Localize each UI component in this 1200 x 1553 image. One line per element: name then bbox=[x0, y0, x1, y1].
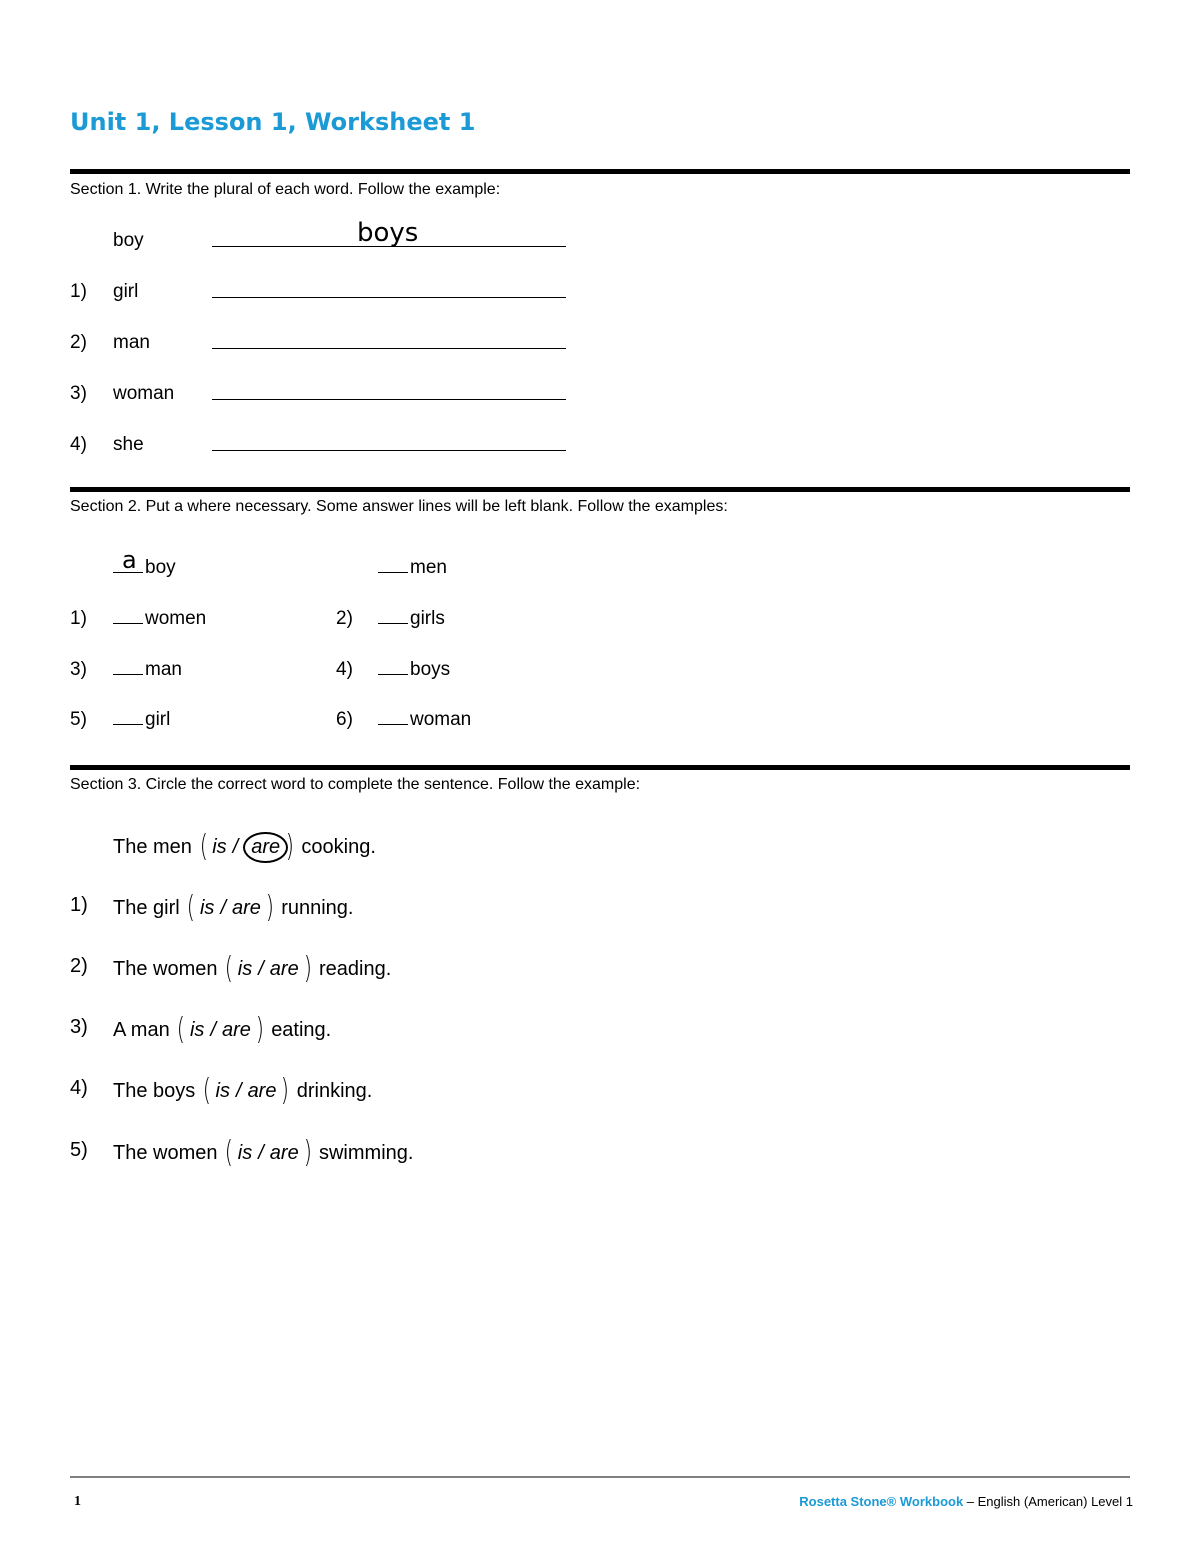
item-word: woman bbox=[410, 709, 472, 730]
list-item bbox=[378, 710, 471, 729]
answer-blank[interactable] bbox=[378, 558, 408, 573]
list-item bbox=[113, 660, 182, 679]
open-paren: ( bbox=[224, 1135, 234, 1170]
sentence-rest: cooking. bbox=[301, 836, 376, 858]
open-paren: ( bbox=[199, 829, 208, 864]
option-separator: / bbox=[236, 1080, 242, 1102]
option-are[interactable]: are bbox=[269, 1142, 299, 1164]
item-word: she bbox=[113, 434, 144, 455]
option-separator: / bbox=[258, 958, 264, 980]
answer-line[interactable] bbox=[212, 246, 566, 247]
item-number: 5) bbox=[70, 709, 87, 730]
item-number: 1) bbox=[70, 608, 87, 629]
footer-divider bbox=[70, 1476, 1130, 1478]
option-are[interactable]: are bbox=[232, 897, 261, 919]
section3-example-sentence bbox=[113, 829, 376, 864]
sentence-rest: swimming. bbox=[318, 1142, 414, 1164]
sentence-subject: The girl bbox=[113, 897, 180, 919]
section-divider bbox=[70, 487, 1130, 492]
list-item bbox=[378, 609, 445, 628]
item-word: women bbox=[145, 608, 207, 629]
open-paren: ( bbox=[224, 951, 234, 986]
option-are[interactable]: are bbox=[247, 1080, 277, 1102]
answer-blank[interactable] bbox=[113, 710, 143, 725]
item-number: 3) bbox=[70, 1016, 88, 1038]
item-number: 5) bbox=[70, 1139, 88, 1161]
sentence-rest: eating. bbox=[271, 1019, 332, 1041]
sentence bbox=[113, 890, 353, 925]
item-word: man bbox=[113, 332, 150, 353]
option-are[interactable]: are bbox=[222, 1019, 251, 1041]
close-paren: ) bbox=[281, 1073, 290, 1108]
option-is[interactable]: is bbox=[215, 1080, 230, 1102]
item-number: 2) bbox=[336, 608, 353, 629]
open-paren: ( bbox=[202, 1073, 211, 1108]
list-item bbox=[378, 660, 450, 679]
item-number: 2) bbox=[70, 332, 87, 353]
option-separator: / bbox=[220, 897, 226, 919]
option-is[interactable]: is bbox=[212, 836, 227, 858]
item-word: girl bbox=[145, 709, 171, 730]
footer-details: – English (American) Level 1 bbox=[963, 1494, 1133, 1509]
item-number: 4) bbox=[336, 659, 353, 680]
sentence-rest: reading. bbox=[318, 958, 392, 980]
answer-line[interactable] bbox=[212, 348, 566, 349]
option-is[interactable]: is bbox=[199, 897, 215, 919]
list-item bbox=[113, 609, 206, 628]
list-item bbox=[70, 660, 87, 679]
section-divider bbox=[70, 169, 1130, 174]
close-paren: ) bbox=[255, 1012, 264, 1047]
section-divider bbox=[70, 765, 1130, 770]
section1-instruction: Section 1. Write the plural of each word. Follow the example: bbox=[70, 181, 501, 198]
list-item bbox=[336, 660, 353, 679]
sentence bbox=[113, 951, 391, 986]
sentence-rest: drinking. bbox=[296, 1080, 373, 1102]
close-paren: ) bbox=[303, 951, 312, 986]
footer-brand: Rosetta Stone® Workbook bbox=[799, 1494, 964, 1509]
page-title: Unit 1, Lesson 1, Worksheet 1 bbox=[70, 108, 476, 136]
answer-line[interactable] bbox=[212, 450, 566, 451]
item-number: 3) bbox=[70, 383, 87, 404]
option-is[interactable]: is bbox=[237, 1142, 253, 1164]
close-paren: ) bbox=[303, 1135, 312, 1170]
open-paren: ( bbox=[187, 890, 196, 925]
answer-blank[interactable] bbox=[378, 609, 408, 624]
answer-blank[interactable] bbox=[113, 660, 143, 675]
sentence-subject: The boys bbox=[113, 1080, 196, 1102]
option-separator: / bbox=[232, 836, 239, 858]
page-number: 1 bbox=[74, 1494, 81, 1509]
item-number: 4) bbox=[70, 1077, 88, 1099]
sentence-subject: A man bbox=[113, 1019, 170, 1041]
option-separator: / bbox=[258, 1142, 264, 1164]
list-item bbox=[336, 609, 353, 628]
sentence bbox=[113, 1073, 372, 1108]
sentence-subject: The men bbox=[113, 836, 192, 858]
list-item bbox=[336, 710, 353, 729]
answer-blank[interactable] bbox=[378, 660, 408, 675]
item-number: 3) bbox=[70, 659, 87, 680]
item-number: 2) bbox=[70, 955, 88, 977]
option-is[interactable]: is bbox=[189, 1019, 205, 1041]
option-separator: / bbox=[210, 1019, 216, 1041]
example-answer: a bbox=[122, 546, 137, 574]
item-word: boys bbox=[410, 659, 451, 680]
item-word: girls bbox=[410, 608, 445, 629]
close-paren: ) bbox=[285, 829, 295, 864]
close-paren: ) bbox=[265, 890, 274, 925]
section3-instruction: Section 3. Circle the correct word to complete the sentence. Follow the example: bbox=[70, 776, 641, 793]
sentence-rest: running. bbox=[281, 897, 354, 919]
option-are-circled[interactable]: are bbox=[243, 832, 288, 863]
answer-line[interactable] bbox=[212, 297, 566, 298]
item-number: 6) bbox=[336, 709, 353, 730]
example-answer: boys bbox=[357, 218, 419, 248]
option-are[interactable]: are bbox=[269, 958, 299, 980]
item-word: man bbox=[145, 659, 182, 680]
sentence bbox=[113, 1135, 413, 1170]
section2-example bbox=[378, 558, 447, 577]
answer-line[interactable] bbox=[212, 399, 566, 400]
list-item bbox=[70, 710, 87, 729]
answer-blank[interactable] bbox=[113, 609, 143, 624]
item-word: girl bbox=[113, 281, 139, 302]
open-paren: ( bbox=[177, 1012, 186, 1047]
sentence-subject: The women bbox=[113, 958, 218, 980]
example-word: boy bbox=[113, 230, 144, 251]
answer-blank[interactable] bbox=[378, 710, 408, 725]
list-item bbox=[70, 609, 87, 628]
item-word: men bbox=[410, 557, 447, 578]
footer-text bbox=[799, 1494, 1133, 1509]
item-number: 4) bbox=[70, 434, 87, 455]
item-number: 1) bbox=[70, 281, 87, 302]
list-item bbox=[113, 710, 170, 729]
sentence bbox=[113, 1012, 331, 1047]
option-is[interactable]: is bbox=[237, 958, 253, 980]
sentence-subject: The women bbox=[113, 1142, 218, 1164]
item-word: boy bbox=[145, 557, 176, 578]
item-number: 1) bbox=[70, 894, 88, 916]
section2-instruction: Section 2. Put a where necessary. Some answer lines will be left blank. Follow the examples: bbox=[70, 498, 728, 515]
item-word: woman bbox=[113, 383, 175, 404]
